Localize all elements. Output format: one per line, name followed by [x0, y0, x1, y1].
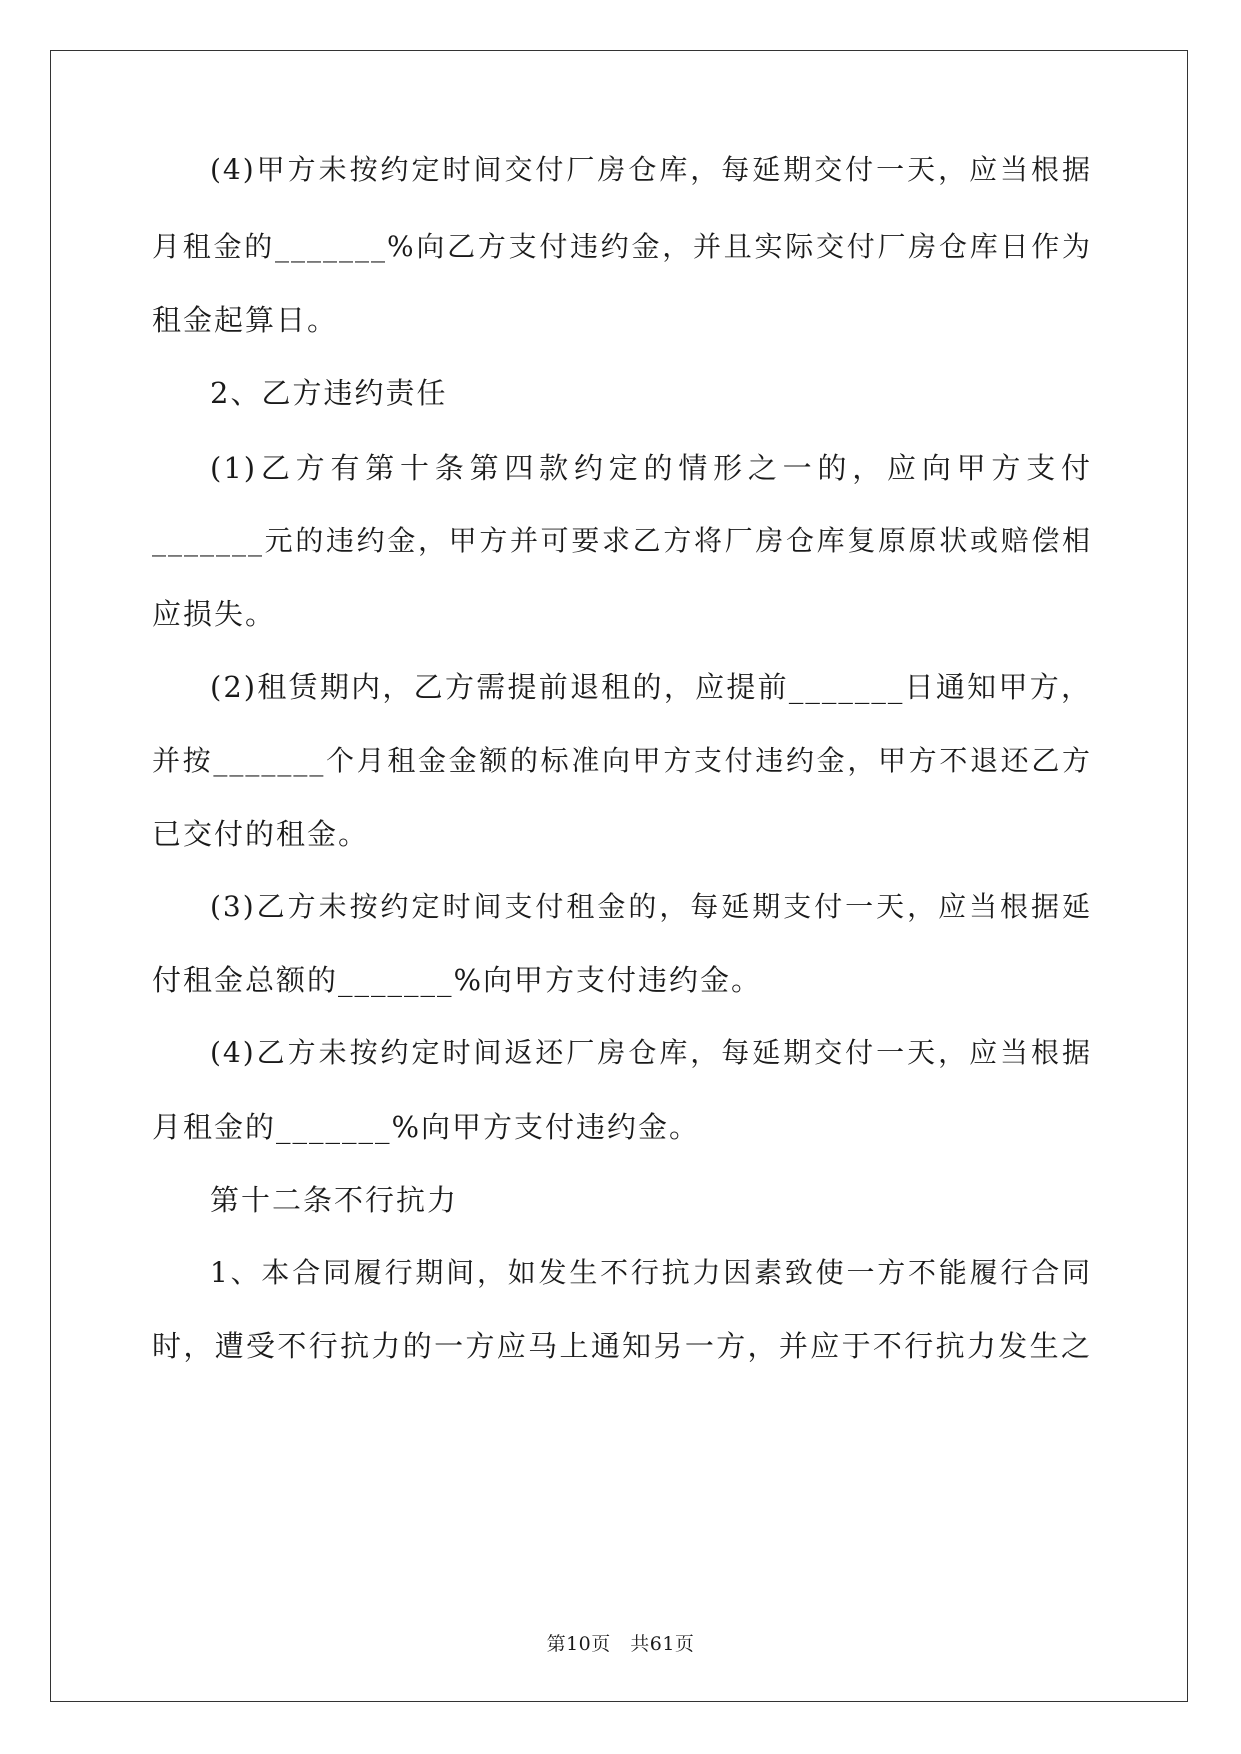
text-line: 1、本合同履行期间，如发生不行抗力因素致使一方不能履行合同 — [210, 1256, 1092, 1289]
text-line: 并按_______个月租金金额的标准向甲方支付违约金，甲方不退还乙方 — [152, 744, 1092, 777]
text-line: 月租金的_______%向乙方支付违约金，并且实际交付厂房仓库日作为 — [152, 230, 1092, 263]
text-line: 月租金的_______%向甲方支付违约金。 — [152, 1110, 701, 1144]
text-line: 租金起算日。 — [152, 303, 339, 337]
text-line: _______元的违约金，甲方并可要求乙方将厂房仓库复原原状或赔偿相 — [152, 524, 1092, 557]
text-line: (1)乙方有第十条第四款约定的情形之一的，应向甲方支付 — [210, 451, 1092, 485]
page-footer — [0, 1632, 1241, 1656]
text-line: 时，遭受不行抗力的一方应马上通知另一方，并应于不行抗力发生之 — [152, 1329, 1092, 1363]
section-heading: 2、乙方违约责任 — [210, 376, 448, 410]
text-line: (3)乙方未按约定时间支付租金的，每延期支付一天，应当根据延 — [210, 890, 1092, 923]
article-heading: 第十二条不行抗力 — [210, 1183, 459, 1217]
text-line: (4)乙方未按约定时间返还厂房仓库，每延期交付一天，应当根据 — [210, 1036, 1092, 1069]
page-border — [50, 50, 1188, 1702]
text-line: 已交付的租金。 — [152, 817, 370, 851]
text-line: (4)甲方未按约定时间交付厂房仓库，每延期交付一天，应当根据 — [210, 153, 1092, 186]
text-line: 付租金总额的_______%向甲方支付违约金。 — [152, 963, 763, 997]
text-line: (2)租赁期内，乙方需提前退租的，应提前_______日通知甲方， — [210, 670, 1092, 704]
text-line: 应损失。 — [152, 597, 277, 631]
page-number: 第10页 共61页 — [546, 1633, 695, 1655]
